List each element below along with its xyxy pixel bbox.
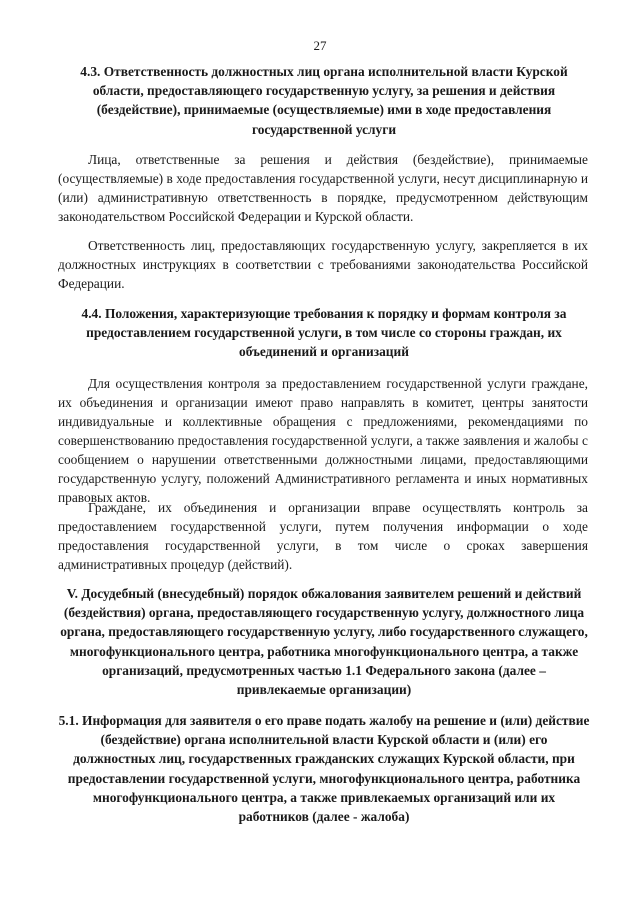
paragraph-4-4-2: Граждане, их объединения и организации вправе осуществлять контроль за предоставлением государственной услуги, путем получения информации о ходе предоставления государственной услуги, в том числе о сроках завершения административных процедур (действий). <box>58 500 588 572</box>
heading-4-3: 4.3. Ответственность должностных лиц органа исполнительной власти Курской области, предоставляющего государственную услугу, за решения и действия (бездействие), принимаемые (осуществляемые) ими в ходе предоставления государственной услуги <box>80 64 568 137</box>
paragraph-4-4-1: Для осуществления контроля за предоставлением государственной услуги граждане, их объединения и организации имеют право направлять в комитет, центры занятости индивидуальные и коллективные обращения с предложениями, рекомендациями по совершенствованию предоставления государственной услуги, а также заявления и жалобы с сообщением о нарушении ответственными должностными лицами, предоставляющими государственную услугу, положений Административного регламента и иных нормативных правовых актов. <box>58 376 588 505</box>
page-number: 27 <box>313 38 327 53</box>
heading-4-4: 4.4. Положения, характеризующие требования к порядку и формам контроля за предоставлением государственной услуги, в том числе со стороны граждан, их объединений и организаций <box>81 306 567 360</box>
paragraph-4-3-1: Лица, ответственные за решения и действия (бездействие), принимаемые (осуществляемые) в ходе предоставления государственной услуги, несут дисциплинарную и (или) административную ответственность в порядке, предусмотренном действующим законодательством Российской Федерации и Курской области. <box>58 152 588 224</box>
heading-5-1: 5.1. Информация для заявителя о его праве подать жалобу на решение и (или) действие (бездействие) органа исполнительной власти Курской области и (или) его должностных лиц, государственных гражданских служащих Курской области, при предоставлении государственной услуги, многофункционального центра, работника многофункционального центра, а также привлекаемых организаций или их работников (далее - жалоба) <box>58 713 590 825</box>
heading-section-5: V. Досудебный (внесудебный) порядок обжалования заявителем решений и действий (бездействия) органа, предоставляющего государственную услугу, должностного лица органа, предоставляющего государственную услугу, либо государственного служащего, многофункционального центра, работника многофункционального центра, а также организаций, предусмотренных частью 1.1 Федерального закона (далее – привлекаемые организации) <box>60 586 588 698</box>
paragraph-4-3-2: Ответственность лиц, предоставляющих государственную услугу, закрепляется в их должностных инструкциях в соответствии с требованиями законодательства Российской Федерации. <box>58 238 588 291</box>
